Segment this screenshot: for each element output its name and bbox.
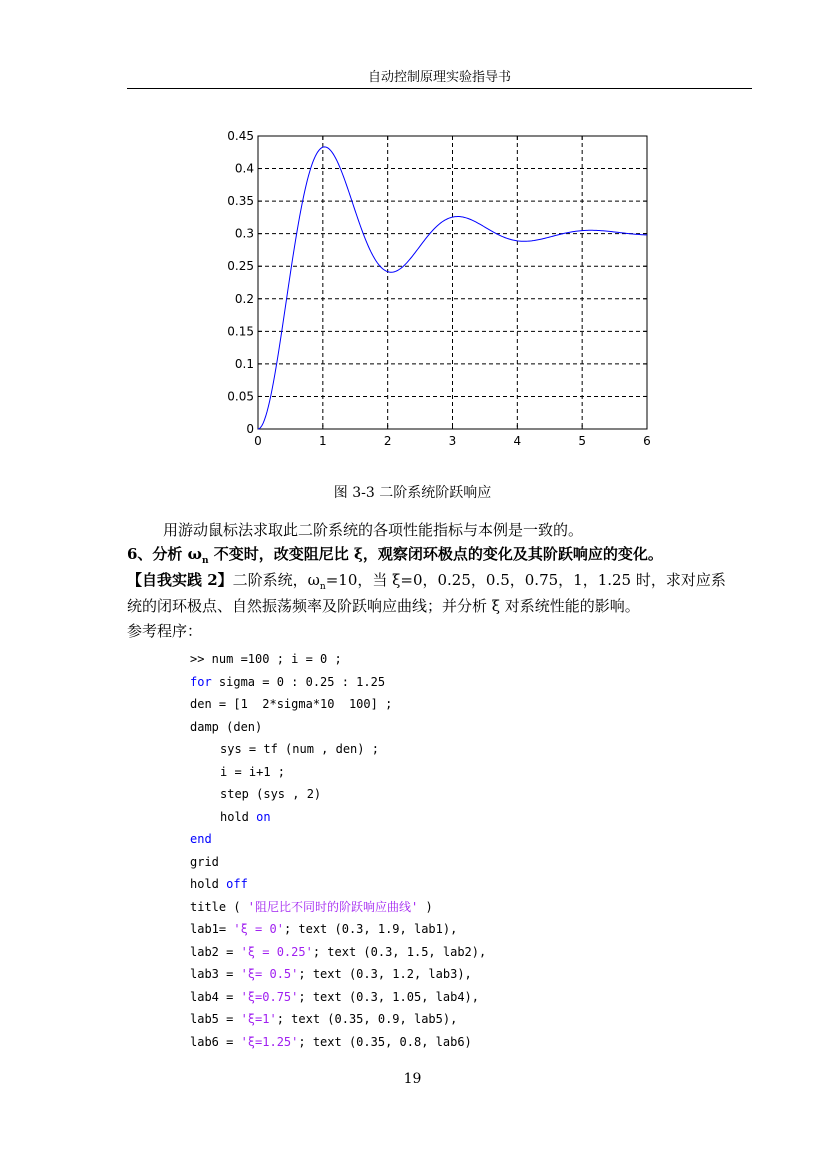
code-line: i = i+1 ; <box>220 764 286 779</box>
x-tick-label: 4 <box>513 434 522 448</box>
y-tick-label: 0.2 <box>234 291 254 306</box>
code-line: lab2 = 'ξ = 0.25'; text (0.3, 1.5, lab2), <box>190 944 487 959</box>
paragraph-1: 用游动鼠标法求取此二阶系统的各项性能指标与本例是一致的。 <box>163 521 584 539</box>
x-tick-label: 3 <box>448 434 457 448</box>
code-line: lab1= 'ξ = 0'; text (0.3, 1.9, lab1), <box>190 922 458 936</box>
code-line: step (sys , 2) <box>220 787 322 801</box>
x-tick-label: 1 <box>319 434 327 448</box>
x-tick-label: 2 <box>383 434 392 448</box>
code-line: lab3 = 'ξ= 0.5'; text (0.3, 1.2, lab3), <box>190 967 472 981</box>
code-line: end <box>190 832 212 846</box>
reference-label: 参考程序： <box>127 622 203 640</box>
x-tick-label: 0 <box>254 434 262 448</box>
y-tick-label: 0.15 <box>227 324 254 339</box>
practice-line-2: 统的闭环极点、自然振荡频率及阶跃响应曲线；并分析 ξ 对系统性能的影响。 <box>127 597 640 615</box>
figure-caption: 图 3-3 二阶系统阶跃响应 <box>333 485 492 501</box>
code-line: lab6 = 'ξ=1.25'; text (0.35, 0.8, lab6) <box>190 1034 472 1049</box>
practice-text-b: =10，当 ξ=0，0.25，0.5，0.75，1，1.25 时，求对应系 <box>325 571 726 589</box>
code-listing <box>190 648 486 1053</box>
code-line: lab5 = 'ξ=1'; text (0.35, 0.9, lab5), <box>190 1012 458 1026</box>
y-tick-label: 0.45 <box>227 129 254 143</box>
code-line: title ( '阻尼比不同时的阶跃响应曲线' ) <box>190 899 433 914</box>
code-line: for sigma = 0 : 0.25 : 1.25 <box>190 674 386 689</box>
code-line: >> num =100 ; i = 0 ; <box>190 652 342 666</box>
practice-text-a: 二阶系统，ω <box>232 571 320 589</box>
code-line: hold off <box>190 877 248 891</box>
code-line: lab4 = 'ξ=0.75'; text (0.3, 1.05, lab4), <box>190 989 479 1004</box>
y-tick-label: 0.35 <box>227 194 254 209</box>
page-header: 自动控制原理实验指导书 <box>367 70 511 85</box>
y-tick-label: 0.05 <box>227 389 254 404</box>
x-tick-label: 6 <box>643 434 651 448</box>
code-line: den = [1 2*sigma*10 100] ; <box>190 697 393 711</box>
heading-rest: 不变时，改变阻尼比 ξ，观察闭环极点的变化及其阶跃响应的变化。 <box>208 545 663 563</box>
code-line: damp (den) <box>190 719 263 734</box>
y-tick-label: 0.3 <box>234 226 254 241</box>
code-line: sys = tf (num , den) ; <box>220 742 379 756</box>
code-line: hold on <box>220 809 271 824</box>
step-response-chart <box>215 128 665 458</box>
heading-subscript: n <box>201 556 209 566</box>
y-tick-label: 0.25 <box>227 259 254 274</box>
page-number: 19 <box>403 1071 422 1087</box>
y-tick-label: 0.1 <box>234 356 254 371</box>
y-tick-label: 0 <box>246 422 254 436</box>
practice-label: 【自我实践 2】 <box>127 571 233 589</box>
practice-line-1 <box>127 569 726 592</box>
practice-subscript: n <box>319 582 326 592</box>
step-response-line <box>258 147 647 429</box>
heading-start: 6、分析 ω <box>127 545 202 563</box>
y-tick-label: 0.4 <box>234 161 254 176</box>
section-heading <box>127 543 663 566</box>
code-line: grid <box>190 854 219 869</box>
header-rule <box>127 88 752 89</box>
x-tick-label: 5 <box>578 434 586 448</box>
